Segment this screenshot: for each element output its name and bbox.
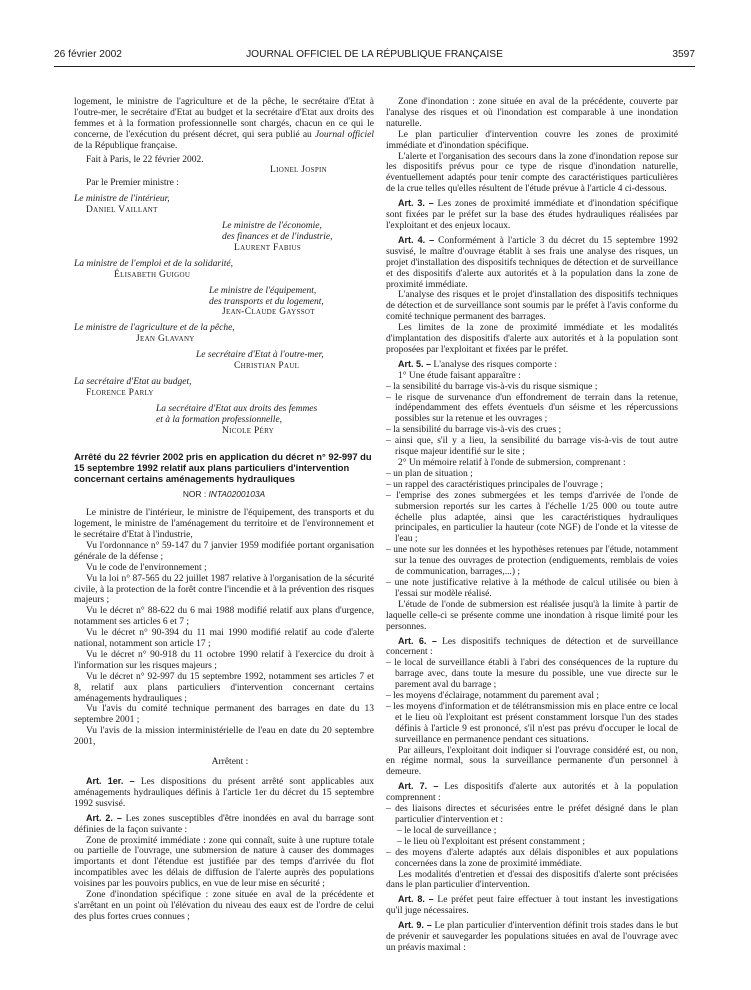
visa-item: Vu le décret n° 90-918 du 11 octobre 1990 relatif à l'exercice du droit à l'information sur les risques majeurs ; [74,649,374,671]
memoire-item: – un plan de situation ; [386,468,473,479]
minister-signature [74,377,374,399]
zone-inondation: Zone d'inondation : zone située en aval de la précédente, couverte par l'analyse des risques et où l'inondation est comparable à une inondation naturelle. [386,97,678,129]
page-header [54,49,695,65]
minister-role: Le secrétaire d'Etat à l'outre-mer, [196,350,324,361]
memoire-item: – un rappel des caractéristiques principales de l'ouvrage ; [386,479,603,490]
header-page-number: 3597 [672,49,695,60]
paragraph-modalites: Les modalités d'entretien et d'essai des dispositifs d'alerte sont précisées dans le plan particulier d'intervention. [386,869,678,891]
minister-name: Jean Glavany [136,334,195,345]
memoire-list [386,469,678,600]
paragraph-limites-zone: Les limites de la zone de proximité immédiate et les modalités d'implantation des dispositifs d'alerte aux autorités et à la population sont proposées par l'exploitant et fixées par le préfet. [386,323,678,355]
article-7-subitem: – le lieu où l'exploitant est présent constamment ; [397,836,585,847]
minister-name: Élisabeth Guigou [114,269,191,280]
arretent: Arrêtent : [211,757,249,768]
header-rule [54,66,695,67]
article-3: Art. 3. – Les zones de proximité immédiate et d'inondation spécifique sont fixées par le préfet sur la base des études hydrauliques réalisées par l'exploitant et des enjeux locaux. [386,198,679,231]
header-journal-title: JOURNAL OFFICIEL DE LA RÉPUBLIQUE FRANÇAISE [246,49,503,60]
paragraph-ppi-coverage: Le plan particulier d'intervention couvre les zones de proximité immédiate et d'inondation spécifique. [386,129,678,151]
paragraph-onde-submersion: L'étude de l'onde de submersion est réalisée jusqu'à la limite à partir de laquelle celle-ci se présente comme une inondation à risque limité pour les personnes. [386,599,678,632]
article-7-subitem: – le local de surveillance ; [397,825,497,836]
etude-item: – la sensibilité du barrage vis-à-vis des crues ; [386,425,562,436]
article-7-list [386,804,678,826]
minister-signatures [74,194,374,436]
left-column [74,97,374,923]
minister-role: La ministre de l'emploi et de la solidarité, [74,258,233,269]
paragraph-analyse-risques: L'analyse des risques et le projet d'installation des dispositifs techniques de détection et de surveillance sont soumis par le préfet à l'avis conforme du comité technique permanent des barrages. [386,290,678,323]
fait-a-paris: Fait à Paris, le 22 février 2002. [86,154,204,165]
etude-item: – ainsi que, s'il y a lieu, la sensibilité du barrage vis-à-vis de tout autre risque majeur identifié sur le site ; [386,436,678,458]
visa-item: Vu le décret n° 92-997 du 15 septembre 1992, notamment ses articles 7 et 8, relatif aux plans particuliers d'intervention concernant certains aménagements hydrauliques ; [74,671,374,704]
header-date: 26 février 2002 [54,49,122,60]
zone-inondation-specifique: Zone d'inondation spécifique : zone située en aval de la précédente et s'arrêtant en un point où l'élévation du niveau des eaux est de l'ordre de celui des plus fortes crues connues ; [74,890,374,922]
visa-item: Vu le décret n° 88-622 du 6 mai 1988 modifié relatif aux plans d'urgence, notamment ses articles 6 et 7 ; [74,606,374,628]
minister-name: Nicole Péry [222,425,275,436]
article-4: Art. 4. – Conformément à l'article 3 du décret du 15 septembre 1992 susvisé, le maître d'ouvrage établit à ses frais une analyse des risques, un projet d'installation des dispositifs techniques de détection et de surveillance et des dispositifs d'alerte aux autorités et à la population dans la zone de proximité immédiate. [386,234,678,290]
minister-role: La secrétaire d'Etat au budget, [74,376,192,387]
article-7-item: – des liaisons directes et sécurisées entre le préfet désigné dans le plan particulier d'intervention et : [386,804,678,825]
minister-role-continued: des transports et du logement, [209,296,324,307]
visa-item: Vu l'avis de la mission interministérielle de l'eau en date du 20 septembre 2001, [74,726,374,748]
visa-item: Vu le décret n° 90-394 du 11 mai 1990 modifié relatif au code d'alerte national, notamment son article 17 ; [74,628,374,650]
visa-item: Vu la loi n° 87-565 du 22 juillet 1987 relative à l'organisation de la sécurité civile, à la protection de la forêt contre l'incendie et à la prévention des risques majeurs ; [74,573,374,606]
article-7-item: – des moyens d'alerte adaptés aux délais disponibles et aux populations concernées dans la zone de proximité immédiate. [386,847,678,869]
minister-name: Daniel Vaillant [86,205,158,216]
memoire-item: – l'emprise des zones submergées et les temps d'arrivée de l'onde de submersion reportés sur les cartes à l'échelle 1/25 000 ou toute autre échelle plus adaptée, ainsi que les caractéristiques hydrauliques principales, en particulier la hauteur (cote NGF) de l'onde et la vitesse de l'eau ; [386,490,678,545]
article-6-item: – le local de surveillance établi à l'abri des conséquences de la rupture du barrage avec, dans toute la mesure du possible, une vue directe sur le parement aval du barrage ; [386,658,678,691]
minister-name: Christian Paul [234,361,300,372]
zone-proximite-immediate: Zone de proximité immédiate : zone qui connaît, suite à une rupture totale ou partielle de l'ouvrage, une submersion de nature à causer des dommages importants et dont l'étendue est justifiée par des temps d'arrivée du flot incompatibles avec les délais de diffusion de l'alerte auprès des populations voisines par les pouvoirs publics, en vue de leur mise en sécurité ; [74,835,374,890]
minister-signature [74,221,374,254]
minister-name: Florence Parly [86,387,154,398]
minister-name: Jean-Claude Gayssot [222,307,315,318]
article-7: Art. 7. – Les dispositifs d'alerte aux autorités et à la population comprennent : [386,781,679,804]
article-9: Art. 9. – Le plan particulier d'intervention définit trois stades dans le but de prévenir et sauvegarder les populations situées en aval de l'ouvrage avec un préavis maximal : [386,920,679,953]
article-6: Art. 6. – Les dispositifs techniques de détection et de surveillance concernent : [386,635,679,658]
minister-signature [74,259,374,281]
article-6-item: – les moyens d'information et de télétransmission mis en place entre ce local et le lieu où l'exploitant est présent constamment lorsque l'un des stades définis à l'article 9 est prononcé, s'il n'est pas prévu d'occuper le local de surveillance en permanence pendant ces situations. [386,701,678,745]
paragraph-exploitant: Par ailleurs, l'exploitant doit indiquer si l'ouvrage considéré est, ou non, en régime normal, sous la surveillance permanente d'un personnel à demeure. [386,745,678,778]
article-7-list-continued [386,848,678,870]
visa-item: Vu l'avis du comité technique permanent des barrages en date du 13 septembre 2001 ; [74,704,374,726]
minister-signature [74,404,374,437]
minister-role: Le ministre de l'intérieur, [74,194,170,205]
minister-role: Le ministre de l'économie, [222,221,322,232]
etude-item: – la sensibilité du barrage vis-à-vis du risque sismique ; [386,381,598,392]
minister-signature [74,350,374,372]
minister-role-continued: des finances et de l'industrie, [222,231,333,242]
decree-closing-paragraph: logement, le ministre de l'agriculture et de la pêche, le secrétaire d'Etat à l'outre-mer, le secrétaire d'Etat au budget et la secrétaire d'Etat aux droits des femmes et à la formation professionnelle sont chargés, chacun en ce qui le concerne, de l'exécution du présent décret, qui sera publié au Journal officiel de la République française. [74,97,375,151]
par-le-premier-ministre: Par le Premier ministre : [86,178,179,189]
memoire-heading: 2° Un mémoire relatif à l'onde de submersion, comprenant : [398,458,626,468]
article-1: Art. 1er. – Les dispositions du présent arrêté sont applicables aux aménagements hydrauliques définis à l'article 1er du décret du 15 septembre 1992 susvisé. [74,776,375,809]
minister-role: Le ministre de l'agriculture et de la pêche, [74,323,235,334]
etude-list [386,382,678,458]
minister-signature [74,323,374,345]
minister-name: Laurent Fabius [234,242,302,253]
arrete-title: Arrêté du 22 février 2002 pris en application du décret n° 92-997 du 15 septembre 1992 relatif aux plans particuliers d'intervention concernant certains aménagements hydrauliques [74,451,372,484]
minister-role: La secrétaire d'Etat aux droits des femmes [156,403,318,414]
minister-role: Le ministre de l'équipement, [209,285,317,296]
article-7-sublist [386,826,678,848]
minister-signature [74,286,374,319]
paragraph-alerte: L'alerte et l'organisation des secours dans la zone d'inondation repose sur les dispositifs prévus pour ce type de risque d'inondation naturelle, éventuellement adaptés pour tenir compte des caractéristiques particulières de la crue telles qu'elles résultent de l'étude prévue à l'article 4 ci-dessous. [386,151,678,195]
nor-reference: NOR : INTA0200103A [182,489,266,500]
article-8: Art. 8. – Le préfet peut faire effectuer à tout instant les investigations qu'il juge nécessaires. [386,894,679,917]
memoire-item: – une note justificative relative à la méthode de calcul utilisée ou bien à l'essai sur modèle réalisé. [386,577,678,599]
memoire-item: – une note sur les données et les hypothèses retenues par l'étude, notamment sur la tenue des ouvrages de protection (endiguements, remblais de voies de communication, barrages,...) ; [386,545,678,578]
signature-prime-minister: Lionel Jospin [270,165,327,176]
right-column [386,97,678,954]
minister-role-continued: et à la formation professionnelle, [156,414,283,425]
article-6-list [386,658,678,745]
visas-list [74,508,374,748]
visa-item: Le ministre de l'intérieur, le ministre de l'équipement, des transports et du logement, le ministre de l'aménagement du territoire et de l'environnement et le secrétaire d'Etat à l'industrie, [74,508,374,540]
visa-item: Vu le code de l'environnement ; [86,562,207,573]
article-2: Art. 2. – Les zones susceptibles d'être inondées en aval du barrage sont définies de la façon suivante : [74,812,375,835]
article-6-item: – les moyens d'éclairage, notamment du parement aval ; [386,691,600,702]
etude-item: – le risque de survenance d'un effondrement de terrain dans la retenue, indépendamment des effets éventuels d'un séisme et les répercussions possibles sur la retenue et les ouvrages ; [386,392,678,425]
nor-code: INTA0200103A [208,489,266,500]
visa-item: Vu l'ordonnance n° 59-147 du 7 janvier 1959 modifiée portant organisation générale de la défense ; [74,540,374,562]
minister-signature [74,194,374,216]
article-5: Art. 5. – L'analyse des risques comporte : [398,358,557,370]
etude-heading: 1° Une étude faisant apparaître : [398,370,521,381]
